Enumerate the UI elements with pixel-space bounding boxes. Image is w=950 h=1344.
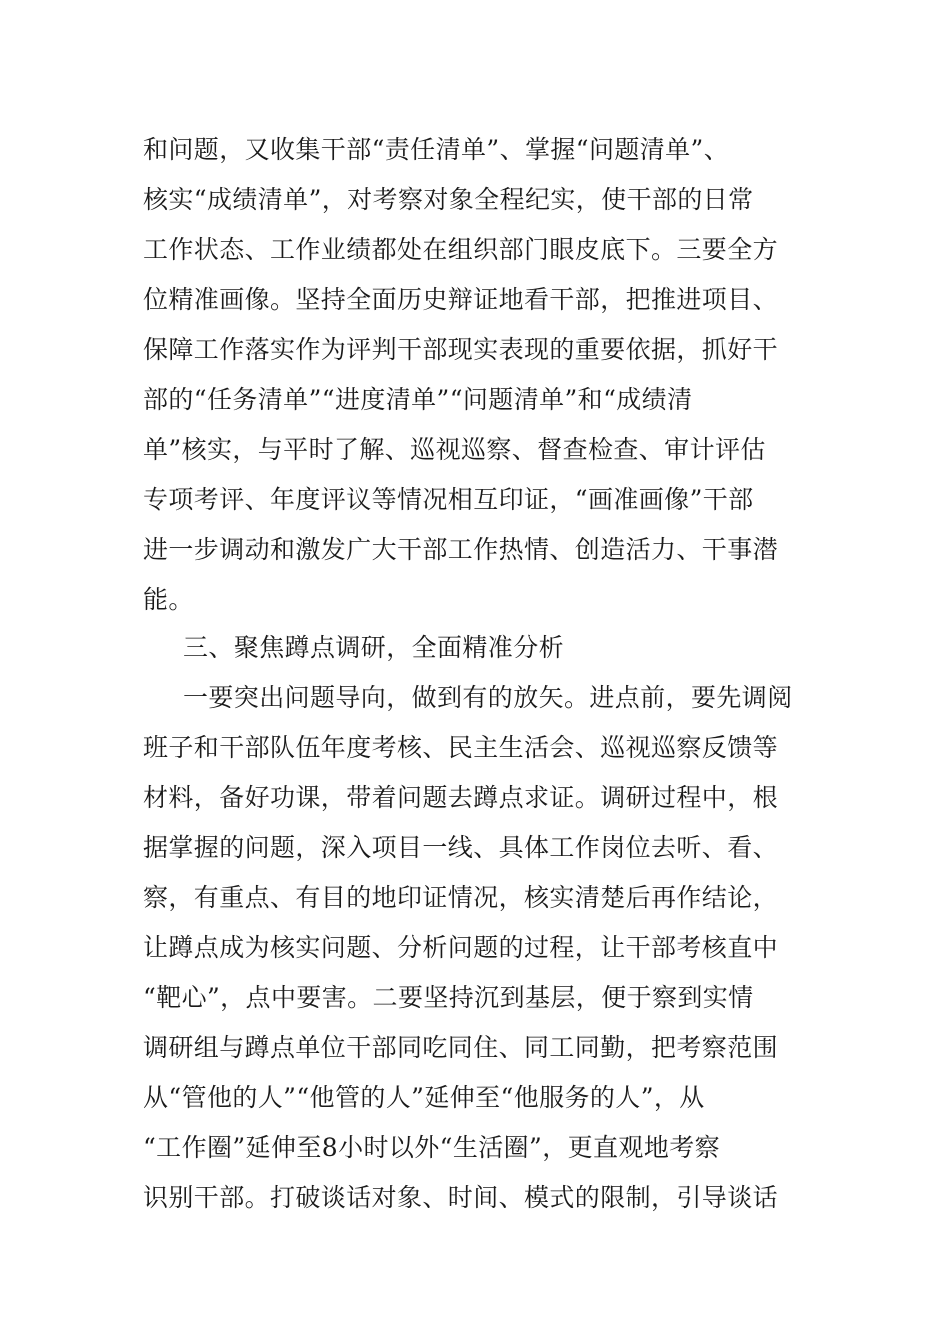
text-line: 班子和干部队伍年度考核、民主生活会、巡视巡察反馈等 [143,733,779,762]
text-line: “工作圈”延伸至8小时以外“生活圈”，更直观地考察 [143,1133,721,1162]
text-line: 核实“成绩清单”，对考察对象全程纪实，使干部的日常 [143,185,754,214]
text-line: 专项考评、年度评议等情况相互印证，“画准画像”干部 [143,485,754,514]
text-line: 察，有重点、有目的地印证情况，核实清楚后再作结论， [143,883,779,912]
text-line: 位精准画像。坚持全面历史辩证地看干部，把推进项目、 [143,285,779,314]
text-line: 工作状态、工作业绩都处在组织部门眼皮底下。三要全方 [143,235,779,264]
text-line: 进一步调动和激发广大干部工作热情、创造活力、干事潜 [143,535,779,564]
text-line: 材料，备好功课，带着问题去蹲点求证。调研过程中，根 [143,783,779,812]
section-heading: 三、聚焦蹲点调研，全面精准分析 [183,633,565,662]
text-line: 部的“任务清单”“进度清单”“问题清单”和“成绩清 [143,385,693,414]
text-line: 识别干部。打破谈话对象、时间、模式的限制，引导谈话 [143,1183,779,1212]
text-line: 保障工作落实作为评判干部现实表现的重要依据，抓好干 [143,335,779,364]
text-line: 单”核实，与平时了解、巡视巡察、督查检查、审计评估 [143,435,766,464]
text-line: 据掌握的问题，深入项目一线、具体工作岗位去听、看、 [143,833,779,862]
text-line: 能。 [143,585,194,614]
text-line: “靶心”，点中要害。二要坚持沉到基层，便于察到实情 [143,983,754,1012]
text-line: 调研组与蹲点单位干部同吃同住、同工同勤，把考察范围 [143,1033,779,1062]
text-line: 从“管他的人”“他管的人”延伸至“他服务的人”，从 [143,1083,705,1112]
paragraph-first-line: 一要突出问题导向，做到有的放矢。进点前，要先调阅 [183,683,793,712]
text-line: 和问题，又收集干部“责任清单”、掌握“问题清单”、 [143,135,730,164]
text-line: 让蹲点成为核实问题、分析问题的过程，让干部考核直中 [143,933,779,962]
